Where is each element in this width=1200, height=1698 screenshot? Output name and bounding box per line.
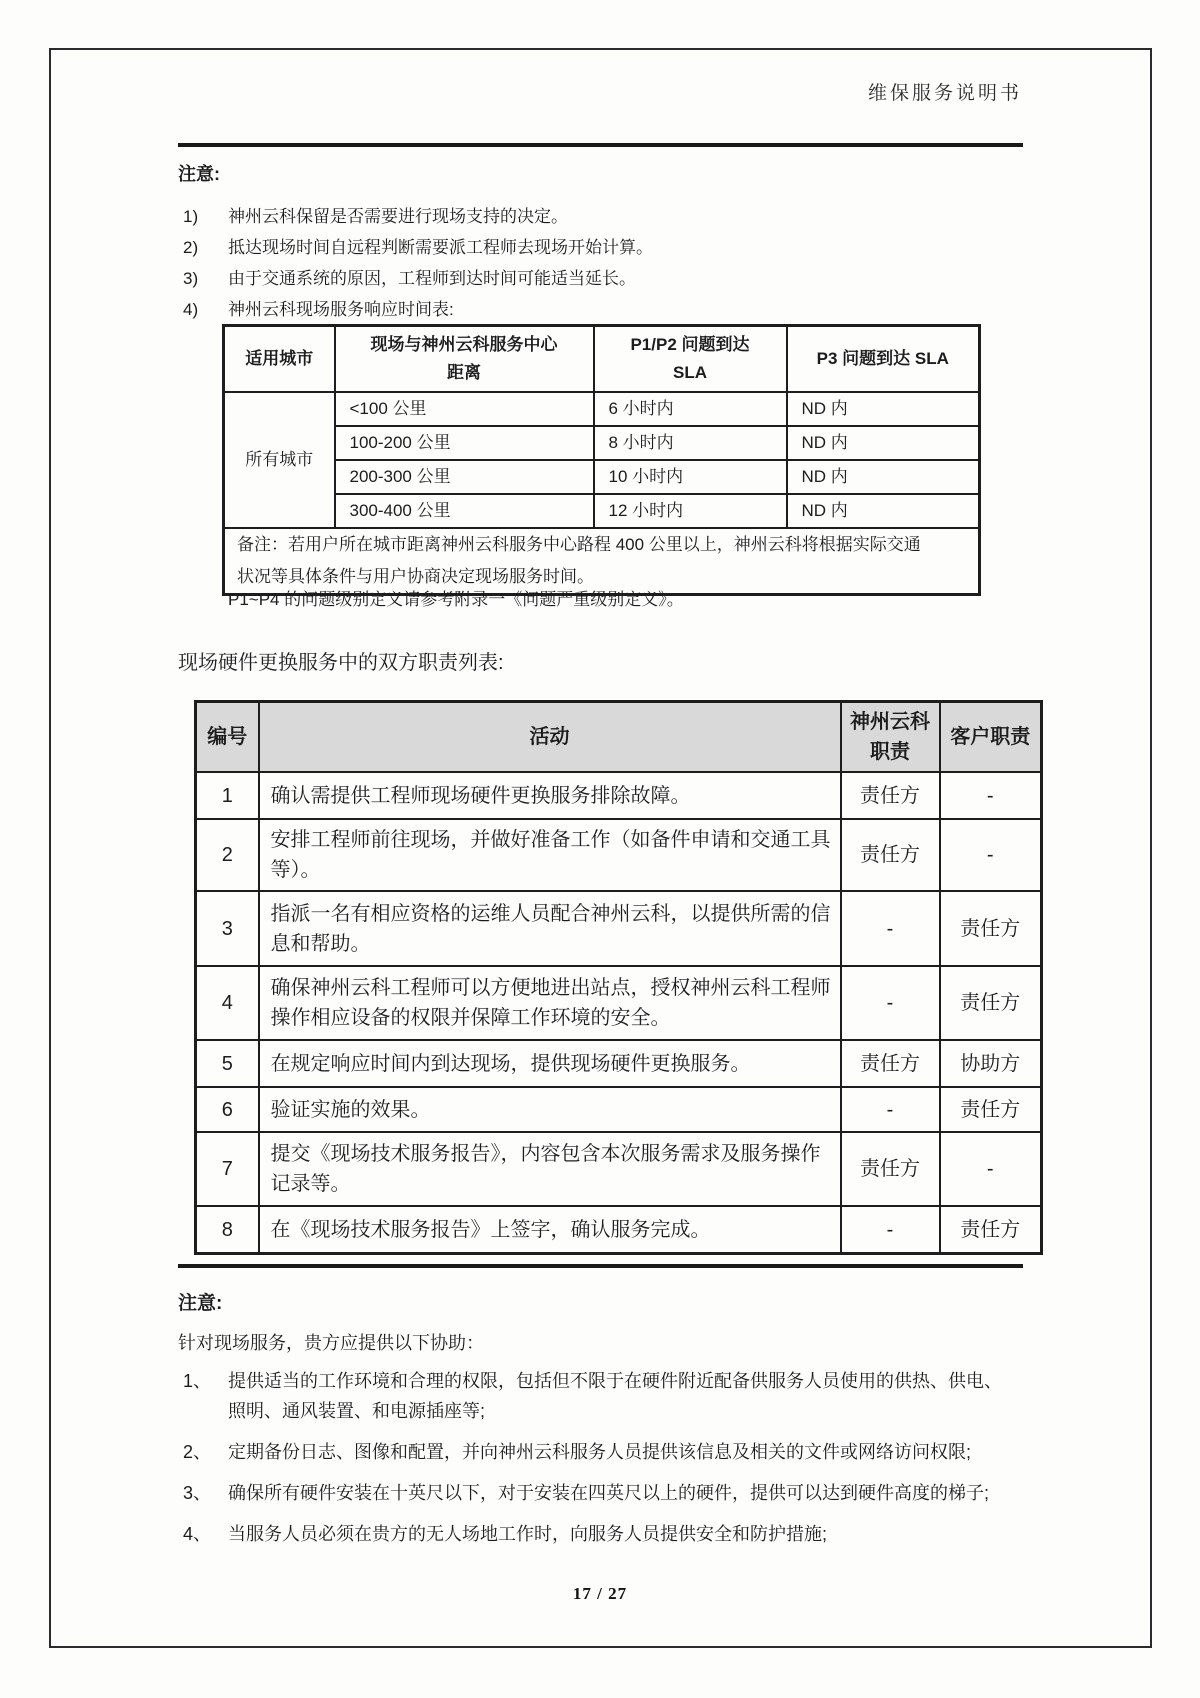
list-item <box>183 1519 1023 1549</box>
duty-activity-cell: 确认需提供工程师现场硬件更换服务排除故障。 <box>259 772 841 819</box>
duty-customer-cell: - <box>940 819 1042 891</box>
duty-customer-cell: 责任方 <box>940 966 1042 1040</box>
sla-header-p3: P3 问题到达 SLA <box>787 326 980 393</box>
duty-activity-cell: 确保神州云科工程师可以方便地进出站点，授权神州云科工程师操作相应设备的权限并保障工作环境的安全。 <box>259 966 841 1040</box>
list-item-number: 1) <box>183 207 199 226</box>
list-item-number: 4) <box>183 300 199 319</box>
duty-no-cell: 3 <box>196 891 259 966</box>
duty-no-cell: 1 <box>196 772 259 819</box>
duty-vendor-cell: 责任方 <box>841 1132 940 1206</box>
sla-distance-cell: 300-400 公里 <box>335 494 594 528</box>
sla-p3-cell: ND 内 <box>787 426 980 460</box>
duty-customer-cell: - <box>940 772 1042 819</box>
note1-heading: 注意: <box>178 164 220 184</box>
duty-no-cell: 8 <box>196 1206 259 1254</box>
list-item-text: 神州云科现场服务响应时间表: <box>228 300 454 319</box>
sla-header-p12: P1/P2 问题到达 SLA <box>594 326 787 393</box>
note1-list <box>183 201 1013 325</box>
sla-footnote: P1~P4 的问题级别定义请参考附录一《问题严重级别定义》。 <box>228 590 684 609</box>
duty-no-cell: 7 <box>196 1132 259 1206</box>
sla-response-time-table <box>222 324 981 596</box>
list-item-text: 提供适当的工作环境和合理的权限，包括但不限于在硬件附近配备供服务人员使用的供热、供电、照明、通风装置、和电源插座等; <box>228 1371 1002 1421</box>
list-item-text: 神州云科保留是否需要进行现场支持的决定。 <box>228 207 568 226</box>
table-row <box>224 460 980 494</box>
duty-header-activity: 活动 <box>259 702 841 773</box>
list-item <box>183 1478 1023 1508</box>
table-row <box>196 772 1042 819</box>
table-row <box>196 891 1042 966</box>
table-header-row <box>224 326 980 393</box>
list-item-number: 3) <box>183 269 199 288</box>
list-item <box>183 263 1013 294</box>
header-divider-rule <box>178 143 1023 147</box>
duty-vendor-cell: - <box>841 966 940 1040</box>
duty-activity-cell: 在《现场技术服务报告》上签字，确认服务完成。 <box>259 1206 841 1254</box>
duty-vendor-cell: - <box>841 1087 940 1132</box>
sla-p12-cell: 8 小时内 <box>594 426 787 460</box>
list-item-text: 确保所有硬件安装在十英尺以下，对于安装在四英尺以上的硬件，提供可以达到硬件高度的梯子; <box>228 1483 989 1503</box>
duty-section-title: 现场硬件更换服务中的双方职责列表: <box>178 652 504 674</box>
list-item <box>183 201 1013 232</box>
list-item-text: 当服务人员必须在贵方的无人场地工作时，向服务人员提供安全和防护措施; <box>228 1524 827 1544</box>
note2-heading: 注意: <box>178 1293 223 1314</box>
table-row <box>196 966 1042 1040</box>
list-item <box>183 1366 1023 1426</box>
sla-p3-cell: ND 内 <box>787 494 980 528</box>
list-item-number: 1、 <box>183 1371 212 1391</box>
duty-vendor-cell: 责任方 <box>841 1040 940 1087</box>
duty-header-vendor: 神州云科职责 <box>841 702 940 773</box>
table-row <box>196 1040 1042 1087</box>
sla-p12-cell: 6 小时内 <box>594 392 787 426</box>
table-row <box>196 1132 1042 1206</box>
table-row <box>196 1206 1042 1254</box>
duty-vendor-cell: - <box>841 891 940 966</box>
note2-intro: 针对现场服务，贵方应提供以下协助： <box>178 1333 484 1353</box>
list-item <box>183 294 1013 325</box>
duty-no-cell: 4 <box>196 966 259 1040</box>
sla-p12-cell: 10 小时内 <box>594 460 787 494</box>
duty-vendor-cell: 责任方 <box>841 819 940 891</box>
sla-distance-cell: 100-200 公里 <box>335 426 594 460</box>
table-row <box>196 1087 1042 1132</box>
list-item <box>183 1437 1023 1467</box>
sla-city-cell: 所有城市 <box>224 392 335 528</box>
table-header-row <box>196 702 1042 773</box>
table-row <box>224 426 980 460</box>
list-item-number: 2) <box>183 238 199 257</box>
sla-remark-cell: 备注：若用户所在城市距离神州云科服务中心路程 400 公里以上，神州云科将根据实际交通状况等具体条件与用户协商决定现场服务时间。 <box>224 528 980 595</box>
duty-activity-cell: 提交《现场技术服务报告》，内容包含本次服务需求及服务操作记录等。 <box>259 1132 841 1206</box>
duty-activity-cell: 验证实施的效果。 <box>259 1087 841 1132</box>
list-item-number: 4、 <box>183 1524 212 1544</box>
list-item-number: 3、 <box>183 1483 212 1503</box>
sla-header-city: 适用城市 <box>224 326 335 393</box>
sla-distance-cell: 200-300 公里 <box>335 460 594 494</box>
duty-header-customer: 客户职责 <box>940 702 1042 773</box>
sla-p12-cell: 12 小时内 <box>594 494 787 528</box>
duty-customer-cell: - <box>940 1132 1042 1206</box>
list-item-text: 定期备份日志、图像和配置，并向神州云科服务人员提供该信息及相关的文件或网络访问权限; <box>228 1442 971 1462</box>
sla-header-distance: 现场与神州云科服务中心距离 <box>335 326 594 393</box>
duty-customer-cell: 责任方 <box>940 891 1042 966</box>
list-item <box>183 232 1013 263</box>
list-item-text: 由于交通系统的原因，工程师到达时间可能适当延长。 <box>228 269 636 288</box>
table-row <box>224 494 980 528</box>
sla-p3-cell: ND 内 <box>787 392 980 426</box>
duty-customer-cell: 责任方 <box>940 1087 1042 1132</box>
duty-vendor-cell: 责任方 <box>841 772 940 819</box>
duty-no-cell: 6 <box>196 1087 259 1132</box>
duty-activity-cell: 指派一名有相应资格的运维人员配合神州云科，以提供所需的信息和帮助。 <box>259 891 841 966</box>
duty-activity-cell: 安排工程师前往现场，并做好准备工作（如备件申请和交通工具等）。 <box>259 819 841 891</box>
section-divider-rule <box>178 1264 1023 1268</box>
duty-no-cell: 2 <box>196 819 259 891</box>
duty-activity-cell: 在规定响应时间内到达现场，提供现场硬件更换服务。 <box>259 1040 841 1087</box>
note2-list <box>183 1366 1023 1560</box>
page-number: 17 / 27 <box>572 1584 628 1603</box>
list-item-number: 2、 <box>183 1442 212 1462</box>
duty-vendor-cell: - <box>841 1206 940 1254</box>
duty-customer-cell: 协助方 <box>940 1040 1042 1087</box>
page-header-title: 维保服务说明书 <box>867 83 1022 104</box>
table-row <box>196 819 1042 891</box>
list-item-text: 抵达现场时间自远程判断需要派工程师去现场开始计算。 <box>228 238 653 257</box>
duty-no-cell: 5 <box>196 1040 259 1087</box>
sla-p3-cell: ND 内 <box>787 460 980 494</box>
table-row <box>224 392 980 426</box>
sla-distance-cell: <100 公里 <box>335 392 594 426</box>
duty-responsibility-table <box>194 700 1043 1255</box>
duty-customer-cell: 责任方 <box>940 1206 1042 1254</box>
duty-header-no: 编号 <box>196 702 259 773</box>
